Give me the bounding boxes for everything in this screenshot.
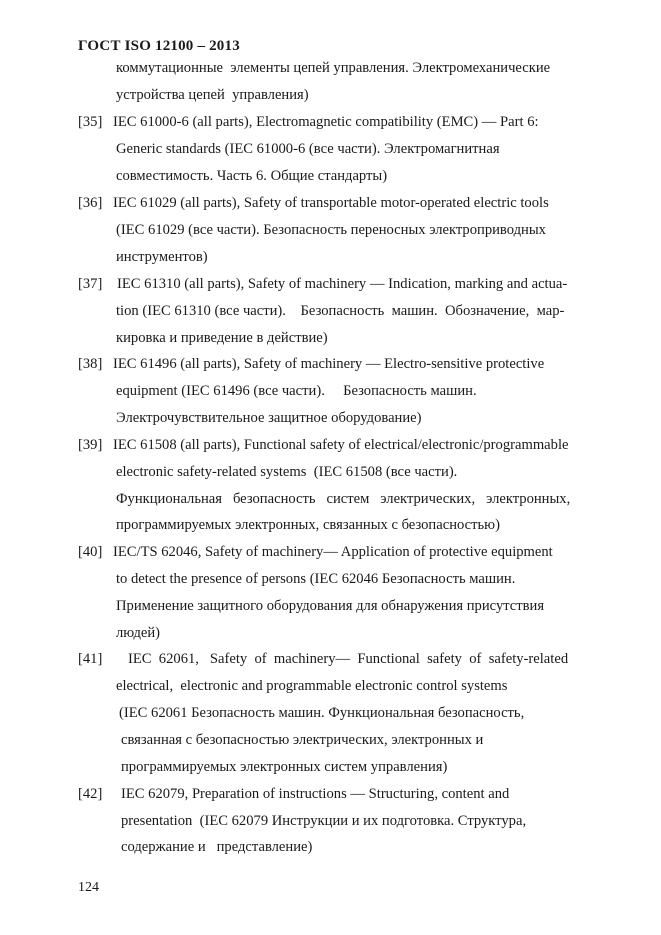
reference-line: кировка и приведение в действие) xyxy=(116,330,328,346)
continuation-line: устройства цепей управления) xyxy=(116,87,309,103)
reference-line: to detect the presence of persons (IEC 62046 Безопасность машин. xyxy=(116,571,516,587)
reference-number: [36] xyxy=(78,195,103,211)
reference-line: программируемых электронных, связанных с безопасностью) xyxy=(116,517,500,533)
page-header: ГОСТ ISO 12100 – 2013 xyxy=(78,38,240,54)
reference-line: IEC 61310 (all parts), Safety of machinery — Indication, marking and actua- xyxy=(117,276,568,292)
page-number: 124 xyxy=(78,880,99,895)
reference-line: IEC 62061, Safety of machinery— Functional safety of safety-related xyxy=(128,651,569,667)
reference-line: IEC 61000-6 (all parts), Electromagnetic compatibility (EMC) — Part 6: xyxy=(113,114,539,130)
reference-line: содержание и представление) xyxy=(121,839,313,855)
reference-line: Применение защитного оборудования для обнаружения присутствия xyxy=(116,598,545,614)
continuation-line: коммутационные элементы цепей управления. Электромеханические xyxy=(116,60,551,76)
reference-line: программируемых электронных систем управления) xyxy=(121,759,448,775)
reference-line: equipment (IEC 61496 (все части). Безопасность машин. xyxy=(116,383,477,399)
reference-number: [35] xyxy=(78,114,103,130)
reference-line: инструментов) xyxy=(116,249,208,265)
reference-line: electrical, electronic and programmable electronic control systems xyxy=(116,678,508,694)
reference-number: [42] xyxy=(78,786,103,802)
reference-line: tion (IEC 61310 (все части). Безопасность машин. Обозначение, мар- xyxy=(116,303,565,319)
reference-line: связанная с безопасностью электрических, электронных и xyxy=(121,732,484,748)
reference-line: IEC/TS 62046, Safety of machinery— Application of protective equipment xyxy=(113,544,553,560)
reference-number: [41] xyxy=(78,651,103,667)
reference-number: [40] xyxy=(78,544,103,560)
reference-line: совместимость. Часть 6. Общие стандарты) xyxy=(116,168,388,184)
reference-line: IEC 61496 (all parts), Safety of machinery — Electro-sensitive protective xyxy=(113,356,545,372)
reference-line: IEC 62079, Preparation of instructions — Structuring, content and xyxy=(121,786,510,802)
reference-number: [39] xyxy=(78,437,103,453)
reference-line: (IEC 61029 (все части). Безопасность переносных электроприводных xyxy=(116,222,546,238)
reference-line: electronic safety-related systems (IEC 61508 (все части). xyxy=(116,464,458,480)
reference-line: Generic standards (IEC 61000-6 (все части). Электромагнитная xyxy=(116,141,500,157)
reference-line: presentation (IEC 62079 Инструкции и их подготовка. Структура, xyxy=(121,813,527,829)
reference-line: (IEC 62061 Безопасность машин. Функциональная безопасность, xyxy=(119,705,525,721)
reference-number: [37] xyxy=(78,276,103,292)
reference-line: Электрочувствительное защитное оборудование) xyxy=(116,410,422,426)
reference-line: людей) xyxy=(116,625,161,641)
reference-line: Функциональная безопасность систем электрических, электронных, xyxy=(116,491,571,507)
reference-line: IEC 61508 (all parts), Functional safety of electrical/electronic/programmable xyxy=(113,437,569,453)
reference-number: [38] xyxy=(78,356,103,372)
reference-line: IEC 61029 (all parts), Safety of transportable motor-operated electric tools xyxy=(113,195,549,211)
